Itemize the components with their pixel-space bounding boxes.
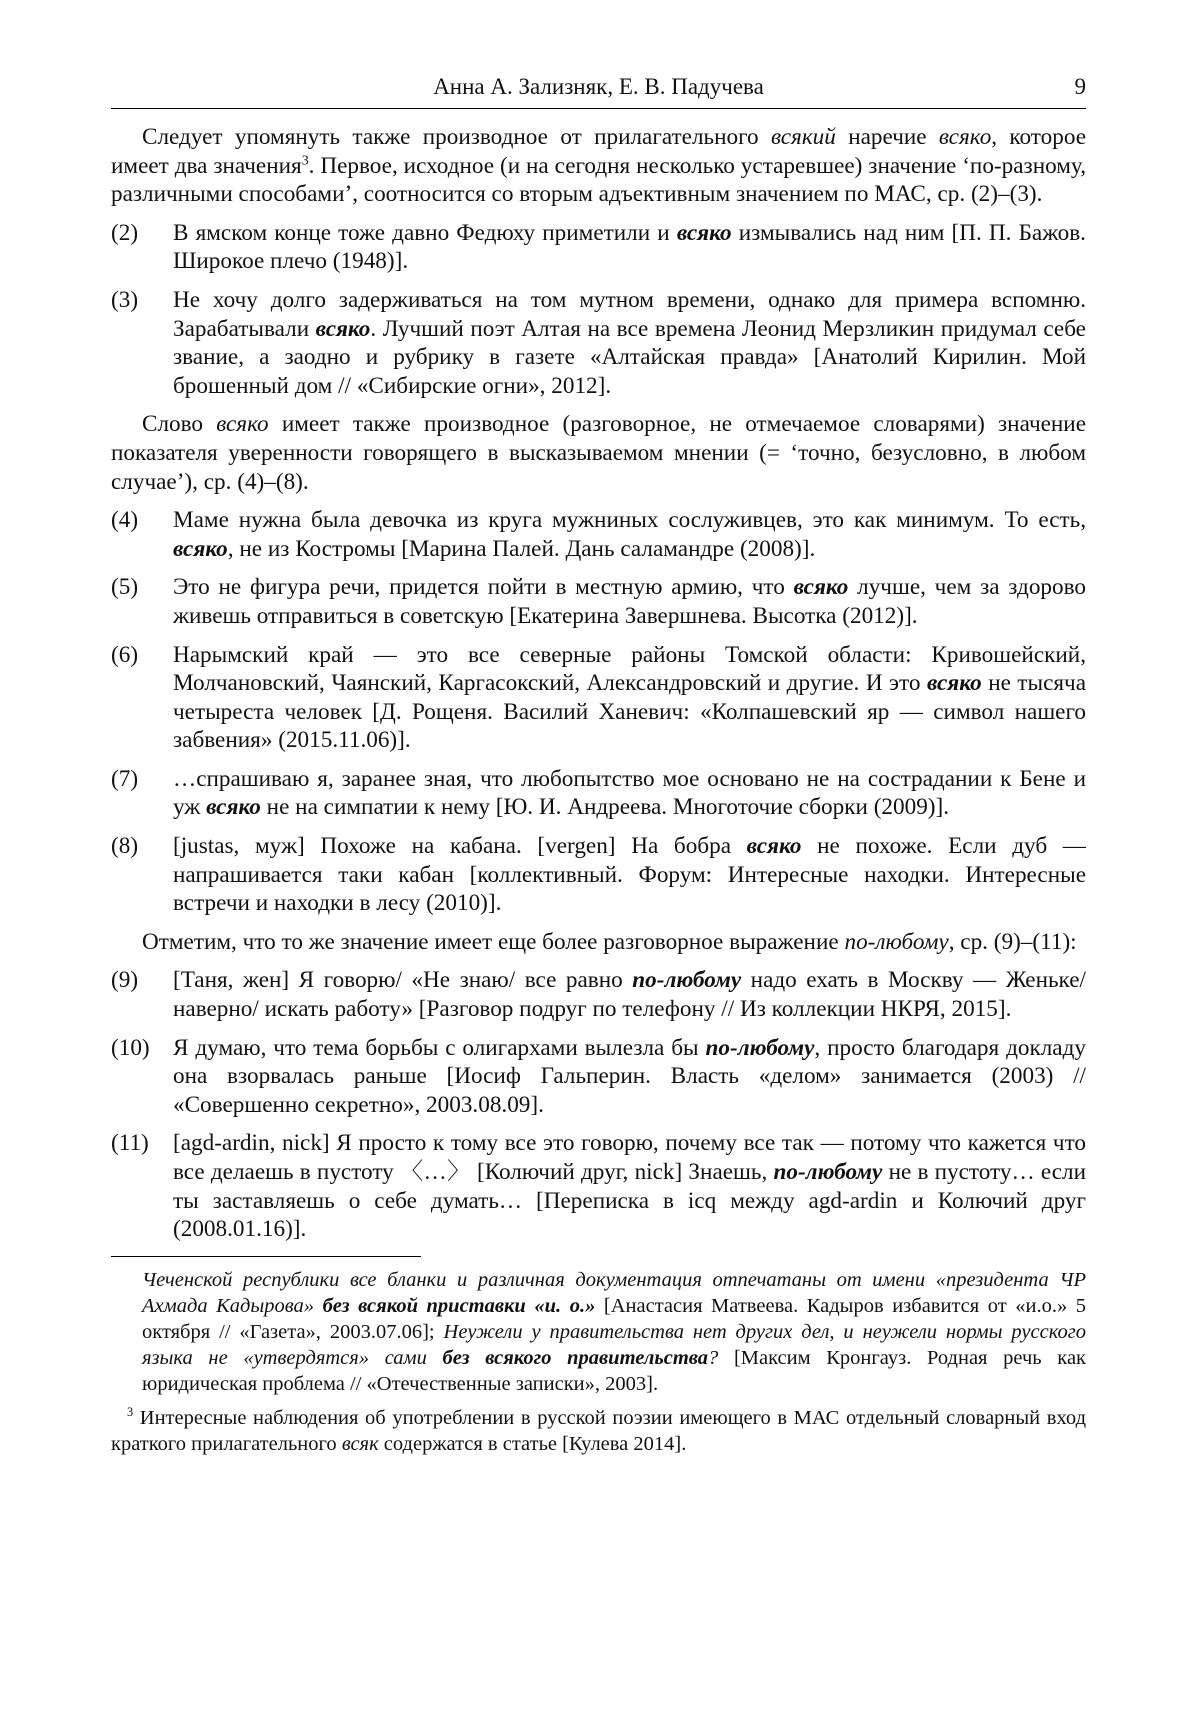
example-number: (11) bbox=[111, 1130, 149, 1157]
example-number: (8) bbox=[111, 833, 139, 860]
example-text: Это не фигура речи, придется пойти в местную армию, что всяко лучше, чем за здорово живешь отправиться в советскую [Екатерина Завершнева. Высотка (2012)]. bbox=[173, 574, 1086, 629]
paragraph-3: Отметим, что то же значение имеет еще более разговорное выражение по-любому, ср. (9)–(11): bbox=[142, 928, 1077, 955]
example-text: [justas, муж] Похоже на кабана. [vergen] На бобра всяко не похоже. Если дуб — напрашивается таки кабан [коллективный. Форум: Интересные находки. Интересные встречи и находки в лесу (2010)]. bbox=[173, 833, 1086, 917]
example-number: (3) bbox=[111, 286, 139, 313]
footnote-ref-3: 3 bbox=[301, 152, 309, 168]
example-text: …спрашиваю я, заранее зная, что любопытство мое основано не на сострадании к Бене и уж всяко не на симпатии к нему [Ю. И. Андреева. Многоточие сборки (2009)]. bbox=[173, 765, 1086, 821]
example-number: (7) bbox=[111, 765, 139, 792]
example-text: [agd-ardin, nick] Я просто к тому все это говорю, почему все так — потому что кажется что все делаешь в пустоту 〈…〉 [Колючий друг, nick] Знаешь, по-любому не в пустоту… если ты заставляешь о себе думать… [Переписка в icq между agd-ardin и Колючий друг (2008.01.16)]. bbox=[173, 1130, 1086, 1243]
example-text: [Таня, жен] Я говорю/ «Не знаю/ все равно по-любому надо ехать в Москву — Женьке/ наверно/ искать работу» [Разговор подруг по телефону // Из коллекции НКРЯ, 2015]. bbox=[173, 967, 1086, 1023]
example-number: (6) bbox=[111, 641, 139, 668]
example-number: (5) bbox=[111, 574, 139, 601]
example-text: Нарымский край — это все северные районы Томской области: Кривошейский, Молчановский, Чаянский, Каргасокский, Александровский и другие. И это всяко не тысяча четыреста человек [Д. Рощеня. Василий Ханевич: «Колпашевский яр — символ нашего забвения» (2015.11.06)]. bbox=[173, 641, 1087, 754]
example-text: Я думаю, что тема борьбы с олигархами вылезла бы по-любому, просто благодаря докладу она взорвалась раньше [Иосиф Гальперин. Власть «делом» занимается (2003) // «Совершенно секретно», 2003.08.09]. bbox=[173, 1034, 1086, 1118]
example-number: (4) bbox=[111, 507, 139, 534]
paragraph-2: Слово всяко имеет также производное (разговорное, не отмечаемое словарями) значение показателя уверенности говорящего в высказываемом мнении (= ‘точно, безусловно, в любом случае’), ср. (4)–(8). bbox=[111, 411, 1087, 495]
example-7 bbox=[111, 765, 1086, 822]
example-4 bbox=[111, 506, 1086, 563]
example-9 bbox=[111, 966, 1086, 1023]
page-number: 9 bbox=[1074, 74, 1086, 99]
example-number: (10) bbox=[111, 1034, 150, 1061]
header-authors: Анна А. Зализняк, Е. В. Падучева bbox=[433, 74, 764, 99]
example-11 bbox=[111, 1129, 1086, 1243]
example-text: Не хочу долго задерживаться на том мутном времени, однако для примера вспомню. Зарабатывали всяко. Лучший поэт Алтая на все времена Леонид Мерзликин придумал себе звание, а заодно и рубрику в газете «Алтайская правда» [Анатолий Кирилин. Мой брошенный дом // «Сибирские огни», 2012]. bbox=[173, 286, 1086, 399]
example-6 bbox=[111, 641, 1086, 755]
example-2 bbox=[111, 219, 1086, 276]
example-number: (9) bbox=[111, 967, 139, 994]
document-page bbox=[111, 70, 1086, 1465]
example-5 bbox=[111, 573, 1086, 630]
example-3 bbox=[111, 286, 1086, 400]
footnote-mark: 3 bbox=[127, 1404, 134, 1419]
footnote-3: $^3$ Интересные наблюдения об употреблении в русской поэзии имеющего в МАС отдельный словарный вход краткого прилагательного всяк содержатся в статье [Кулева 2014]. bbox=[111, 1404, 1086, 1455]
footnote-separator bbox=[111, 1256, 421, 1257]
example-text: В ямском конце тоже давно Федюху приметили и всяко измывались над ним [П. П. Бажов. Широкое плечо (1948)]. bbox=[173, 219, 1086, 275]
example-text: Маме нужна была девочка из круга мужниных сослуживцев, это как минимум. То есть, всяко, не из Костромы [Марина Палей. Дань саламандре (2008)]. bbox=[173, 507, 1086, 562]
footnote-continuation: Чеченской республики все бланки и различная документация отпечатаны от имени «президента ЧР Ахмада Кадырова» без всякой приставки «и. о.» [Анастасия Матвеева. Кадыров избавится от «и.о.» 5 октября // «Газета», 2003.07.06]; Неужели у правительства нет других дел, и неужели нормы русского языка не «утвердятся» сами без всякого правительства? [Максим Кронгауз. Родная речь как юридическая проблема // «Отечественные записки», 2003]. bbox=[142, 1268, 1087, 1395]
example-8 bbox=[111, 832, 1086, 918]
running-header bbox=[111, 70, 1086, 109]
paragraph-1: Следует упомянуть также производное от прилагательного всякий наречие всяко, которое имеет два значения$^3$. Первое, исходное (и на сегодня несколько устаревшее) значение ‘по-разному, различными способами’, соотносится со вторым адъективным значением по МАС, ср. (2)–(3). bbox=[111, 124, 1086, 208]
example-number: (2) bbox=[111, 219, 139, 246]
main-text bbox=[111, 123, 1086, 1457]
example-10 bbox=[111, 1034, 1086, 1120]
